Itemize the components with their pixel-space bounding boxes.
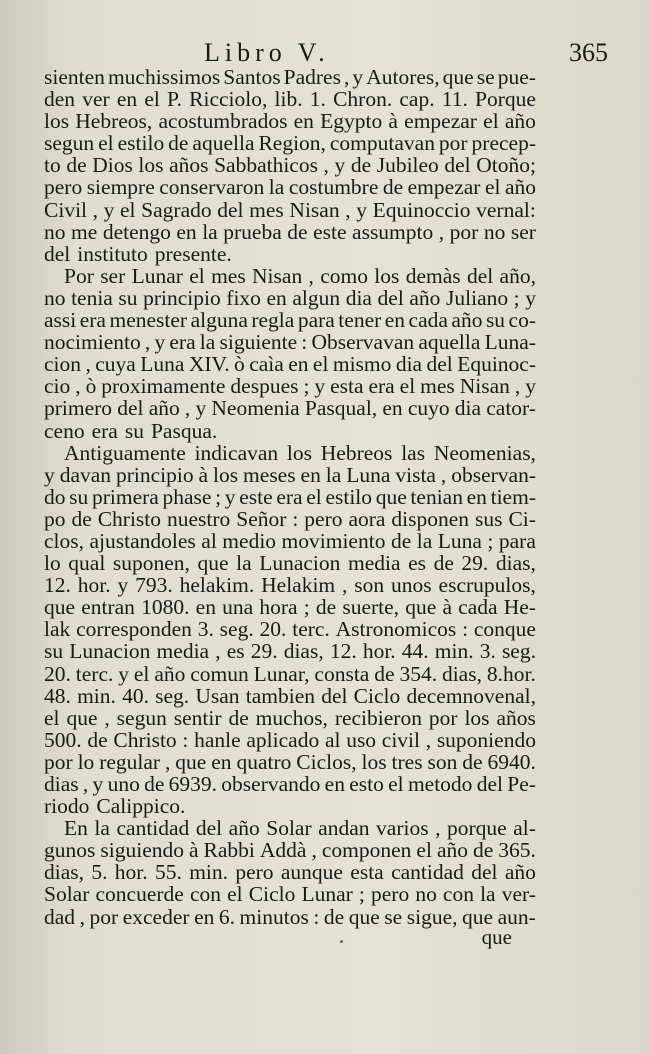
text-line: segun el estilo de aquella Region, computavan por precep- bbox=[44, 131, 536, 156]
text-line: Por ser Lunar el mes Nisan , como los demàs del año, bbox=[64, 263, 536, 288]
body-text bbox=[44, 66, 536, 928]
text-line: dias , y uno de 6939. observando en esto el metodo del Pe- bbox=[44, 772, 536, 796]
text-line: no me detengo en la prueba de este assumpto , por no ser bbox=[44, 219, 536, 244]
text-line: 12. hor. y 793. helakim. Helakim , son unos escrupulos, bbox=[44, 573, 536, 598]
text-line: cio , ò proximamente despues ; y esta era el mes Nisan , y bbox=[44, 374, 536, 399]
text-line: do su primera phase ; y este era el estilo que tenian en tiem- bbox=[44, 484, 536, 509]
text-line: ceno era su Pasqua. bbox=[44, 418, 218, 443]
text-line: den ver en el P. Ricciolo, lib. 1. Chron. cap. 11. Porque bbox=[44, 87, 536, 112]
text-line: lak corresponden 3. seg. 20. terc. Astronomicos : conque bbox=[44, 617, 536, 642]
text-line: 48. min. 40. seg. Usan tambien del Ciclo decemnovenal, bbox=[44, 683, 536, 708]
text-line: que entran 1080. en una hora ; de suerte, que à cada He- bbox=[44, 595, 536, 620]
text-line: En la cantidad del año Solar andan varios , porque al- bbox=[64, 816, 536, 841]
text-line: lo qual suponen, que la Lunacion media es de 29. dias, bbox=[44, 551, 536, 576]
text-line: Solar concuerde con el Ciclo Lunar ; pero no con la ver- bbox=[44, 882, 536, 907]
text-line: los Hebreos, acostumbrados en Egypto à empezar el año bbox=[44, 109, 536, 134]
ink-speck bbox=[340, 940, 343, 943]
text-line: dias, 5. hor. 55. min. pero aunque esta cantidad del año bbox=[44, 860, 536, 885]
text-line: Antiguamente indicavan los Hebreos las Neomenias, bbox=[64, 440, 536, 465]
running-head: Libro V. bbox=[204, 38, 330, 67]
text-line: assi era menester alguna regla para tener en cada año su co- bbox=[44, 308, 536, 333]
page-header bbox=[44, 38, 608, 68]
text-line: pero siempre conservaron la costumbre de empezar el año bbox=[44, 175, 536, 200]
text-line: gunos siguiendo à Rabbi Addà , componen el año de 365. bbox=[44, 838, 536, 863]
text-line: cion , cuya Luna XIV. ò caìa en el mismo dia del Equinoc- bbox=[44, 352, 536, 377]
text-line: y davan principio à los meses en la Luna vista , observan- bbox=[44, 462, 536, 487]
text-line: el que , segun sentir de muchos, recibieron por los años bbox=[44, 705, 536, 730]
catchword: que bbox=[481, 925, 512, 949]
text-line: su Lunacion media , es 29. dias, 12. hor. 44. min. 3. seg. bbox=[44, 639, 536, 664]
text-line: primero del año , y Neomenia Pasqual, en cuyo dia cator- bbox=[44, 396, 536, 421]
page-number: 365 bbox=[569, 38, 608, 67]
text-line: dad , por exceder en 6. minutos : de que se sigue, que aun- bbox=[44, 904, 536, 929]
text-line: po de Christo nuestro Señor : pero aora disponen sus Ci- bbox=[44, 506, 536, 531]
text-line: del instituto presente. bbox=[44, 241, 232, 266]
text-line: Civil , y el Sagrado del mes Nisan , y Equinoccio vernal: bbox=[44, 197, 536, 222]
text-line: no tenia su principio fixo en algun dia del año Juliano ; y bbox=[44, 285, 536, 310]
text-line: to de Dios los años Sabbathicos , y de Jubileo del Otoño; bbox=[44, 153, 536, 178]
text-line: nocimiento , y era la siguiente : Observavan aquella Luna- bbox=[44, 330, 536, 355]
text-line: por lo regular , que en quatro Ciclos, los tres son de 6940. bbox=[44, 749, 536, 774]
text-line: 20. terc. y el año comun Lunar, consta de 354. dias, 8.hor. bbox=[44, 661, 536, 686]
text-line: clos, ajustandoles al medio movimiento de la Luna ; para bbox=[44, 528, 536, 553]
text-line: 500. de Christo : hanle aplicado al uso civil , suponiendo bbox=[44, 727, 536, 752]
text-line: sienten muchissimos Santos Padres , y Autores, que se pue- bbox=[44, 65, 536, 89]
text-line: riodo Calippico. bbox=[44, 794, 186, 819]
